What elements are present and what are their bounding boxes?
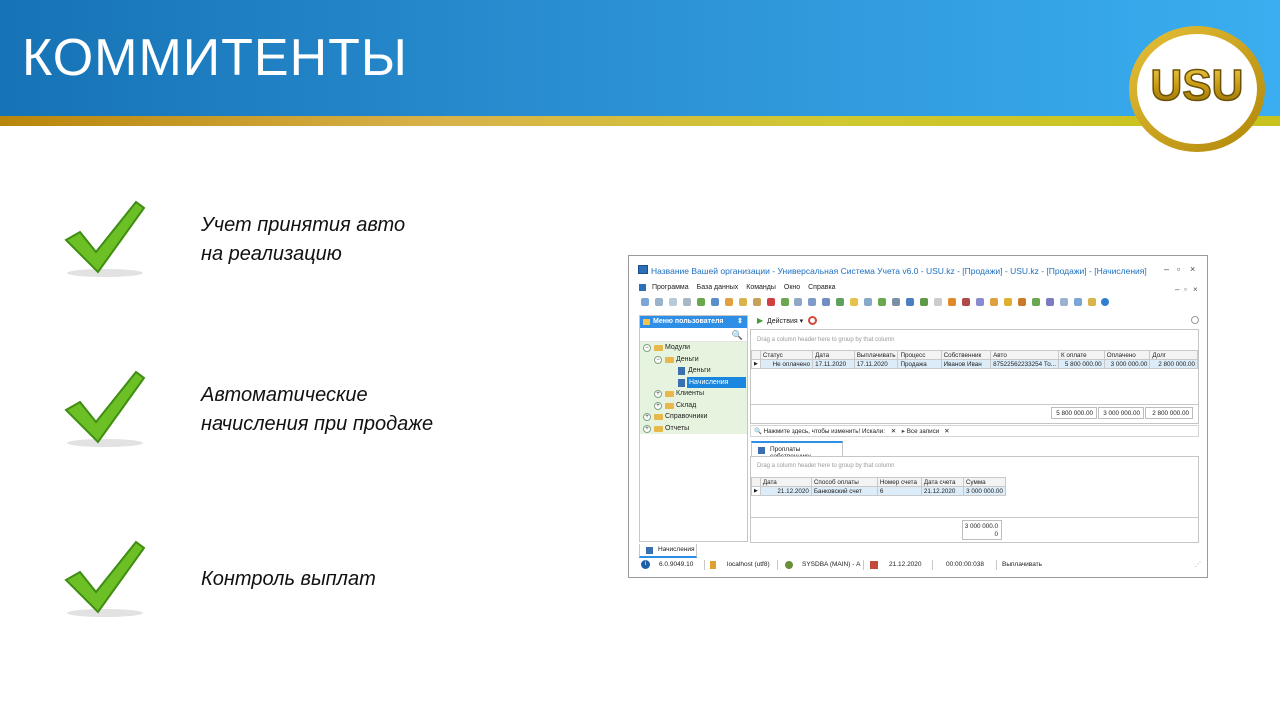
table-header-row (752, 478, 1006, 487)
user-menu-panel (639, 315, 748, 542)
toolbar-icon[interactable] (781, 298, 789, 306)
info-icon: i (641, 560, 650, 569)
accruals-table (751, 350, 1198, 369)
col-status[interactable]: Статус (760, 351, 812, 360)
totals-row (751, 404, 1198, 418)
toolbar-icon[interactable] (1018, 298, 1026, 306)
panel-settings-icon[interactable] (1191, 316, 1199, 324)
collapse-icon[interactable]: − (654, 356, 662, 364)
toolbar-icon[interactable] (836, 298, 844, 306)
table-row[interactable]: ▶ 21.12.2020 Банковский счет 6 21.12.2020 3 000 000.00 (752, 487, 1006, 496)
refresh-icon[interactable] (808, 316, 817, 325)
col-process[interactable]: Процесс (898, 351, 941, 360)
logo-text: USU (1150, 61, 1244, 110)
folder-icon (665, 357, 674, 363)
pin-icon[interactable]: ⇕ (737, 318, 743, 325)
toolbar-icon[interactable] (1004, 298, 1012, 306)
toolbar-icon[interactable] (711, 298, 719, 306)
header-stripe (0, 116, 1280, 126)
app-icon (638, 265, 648, 274)
toolbar-icon[interactable] (1032, 298, 1040, 306)
col-pay[interactable]: Выплачивать (854, 351, 898, 360)
play-icon: ▶ (757, 316, 764, 325)
menu-help[interactable]: Справка (808, 284, 836, 292)
resize-grip-icon[interactable]: ⋰ (1195, 562, 1201, 568)
menu-window[interactable]: Окно (783, 284, 801, 292)
expand-icon[interactable]: + (643, 425, 651, 433)
group-by-hint: Drag a column header here to group by that column (757, 463, 895, 469)
bullet-2-text: Автоматические начисления при продаже (201, 384, 434, 435)
toolbar-icon[interactable] (1088, 298, 1096, 306)
clear-filter-icon[interactable]: ✕ (890, 428, 897, 435)
col-debt[interactable]: Долг (1150, 351, 1198, 360)
toolbar-icon[interactable] (1046, 298, 1054, 306)
minimize-button[interactable]: – (1164, 264, 1170, 274)
document-icon (678, 379, 685, 387)
folder-icon (643, 319, 650, 325)
total-to-pay: 5 800 000.00 (1051, 407, 1097, 419)
search-icon[interactable]: 🔍 (731, 330, 743, 340)
checkmark-icon (60, 540, 150, 620)
toolbar-icon[interactable] (892, 298, 900, 306)
actions-bar (750, 315, 1199, 328)
main-toolbar (641, 298, 1181, 310)
accruals-grid (750, 329, 1199, 424)
expand-icon[interactable]: + (654, 390, 662, 398)
folder-icon (654, 426, 663, 432)
col-paid[interactable]: Оплачено (1104, 351, 1150, 360)
status-user: SYSDBA (MAIN) - А (802, 561, 861, 568)
toolbar-icon[interactable] (655, 298, 663, 306)
status-version: 6.0.9049.10 (659, 561, 694, 568)
toolbar-icon[interactable] (794, 298, 802, 306)
status-server: localhost (utf8) (727, 561, 770, 568)
menu-program[interactable]: Программа (651, 284, 689, 292)
toolbar-icon[interactable] (962, 298, 970, 306)
toolbar-icon[interactable] (753, 298, 761, 306)
toolbar-icon[interactable] (1060, 298, 1068, 306)
user-menu-header: Меню пользователя ⇕ (640, 316, 747, 328)
document-icon (758, 447, 765, 454)
database-icon (710, 561, 716, 569)
col-auto[interactable]: Авто (991, 351, 1059, 360)
menu-bar (639, 284, 842, 296)
toolbar-icon[interactable] (906, 298, 914, 306)
mdi-close-button[interactable]: × (1193, 285, 1198, 294)
mdi-minimize-button[interactable]: – (1175, 285, 1180, 294)
mdi-restore-button[interactable]: ▫ (1184, 285, 1187, 294)
maximize-button[interactable]: ▫ (1177, 264, 1181, 274)
status-bar (639, 559, 1205, 571)
toolbar-icon[interactable] (767, 298, 775, 306)
expand-icon[interactable]: + (654, 402, 662, 410)
col-date[interactable]: Дата (813, 351, 855, 360)
search-icon: 🔍 (754, 428, 762, 435)
toolbar-icon[interactable] (697, 298, 705, 306)
tree-item-clients[interactable]: + Клиенты (640, 388, 747, 400)
folder-icon (654, 414, 663, 420)
toolbar-icon[interactable] (920, 298, 928, 306)
toolbar-icon[interactable] (878, 298, 886, 306)
table-header-row (752, 351, 1198, 360)
actions-button[interactable]: Действия ▾ (767, 318, 804, 325)
user-icon (785, 561, 793, 569)
tree-item-accruals[interactable]: Начисления (640, 377, 747, 389)
toolbar-icon[interactable] (739, 298, 747, 306)
bullet-1-text: Учет принятия авто на реализацию (201, 214, 406, 265)
window-titlebar (629, 256, 1207, 283)
total-debt: 2 800 000.00 (1145, 407, 1193, 419)
toolbar-icon[interactable] (990, 298, 998, 306)
chevron-right-icon: ▸ (901, 428, 905, 435)
folder-icon (665, 403, 674, 409)
folder-icon (665, 391, 674, 397)
usu-logo (1127, 25, 1267, 155)
bullet-3-text: Контроль выплат (201, 568, 376, 590)
total-amount: 3 000 000.0 0 (962, 520, 1002, 540)
checkmark-icon (60, 200, 150, 280)
tab-accruals[interactable]: Начисления (639, 544, 697, 558)
col-to-pay[interactable]: К оплате (1059, 351, 1105, 360)
col-pay-method[interactable]: Способ оплаты (811, 478, 877, 487)
menu-search[interactable] (640, 328, 747, 342)
tree-item-money[interactable]: − Деньги (640, 354, 747, 366)
col-owner[interactable]: Собственник (941, 351, 991, 360)
col-invoice-number[interactable]: Номер счета (877, 478, 921, 487)
menu-database[interactable]: База данных (696, 284, 739, 292)
window-title: Название Вашей организации - Универсальная Система Учета v6.0 - USU.kz - [Продажи] - USU.kz - [Продажи] - [Начисления] (651, 266, 1147, 276)
payments-table (751, 477, 1006, 496)
toolbar-icon[interactable] (725, 298, 733, 306)
row-indicator-icon: ▶ (752, 360, 761, 369)
checkmark-icon (60, 370, 150, 450)
tree-item-references[interactable]: + Справочники (640, 411, 747, 423)
toolbar-icon[interactable] (1074, 298, 1082, 306)
row-indicator-icon: ▶ (752, 487, 761, 496)
toolbar-icon[interactable] (948, 298, 956, 306)
status-date: 21.12.2020 (889, 561, 922, 568)
toolbar-icon[interactable] (864, 298, 872, 306)
menu-app-icon (639, 284, 646, 291)
tab-owner-payments[interactable]: Проплаты (751, 441, 843, 456)
document-icon (646, 547, 653, 554)
status-timer: 00:00:00:038 (946, 561, 984, 568)
toolbar-icon[interactable] (669, 298, 677, 306)
toolbar-icon[interactable] (934, 298, 942, 306)
group-by-hint: Drag a column header here to group by that column (757, 337, 895, 343)
folder-icon (654, 345, 663, 351)
toolbar-icon[interactable] (822, 298, 830, 306)
toolbar-icon[interactable] (808, 298, 816, 306)
owner-payments-grid (750, 456, 1199, 543)
filter-hint[interactable]: Нажмите здесь, чтобы изменить! Искали: (763, 428, 886, 435)
info-icon[interactable] (1101, 298, 1109, 306)
col-date[interactable]: Дата (760, 478, 811, 487)
col-invoice-date[interactable]: Дата счета (921, 478, 963, 487)
toolbar-icon[interactable] (641, 298, 649, 306)
col-amount[interactable]: Сумма (963, 478, 1005, 487)
total-paid: 3 000 000.00 (1098, 407, 1144, 419)
all-records-label[interactable]: Все записи (906, 428, 940, 435)
filter-bar[interactable] (750, 425, 1199, 437)
close-all-records-icon[interactable]: ✕ (944, 428, 950, 435)
tree-item-modules[interactable]: − Модули (640, 342, 747, 354)
expand-icon[interactable]: + (643, 413, 651, 421)
close-button[interactable]: × (1190, 264, 1196, 274)
status-field: Выплачивать (1002, 561, 1043, 568)
table-row[interactable]: ▶ Не оплачено 17.11.2020 17.11.2020 Продажа Иванов Иван 87522562233254 То... 5 800 000.00 3 000 000.00 2 800 000.00 (752, 360, 1198, 369)
menu-commands[interactable]: Команды (746, 284, 776, 292)
toolbar-icon[interactable] (976, 298, 984, 306)
slide-title: КОММИТЕНТЫ (22, 29, 408, 87)
tree-item-warehouse[interactable]: + Склад (640, 400, 747, 412)
collapse-icon[interactable]: − (643, 344, 651, 352)
totals-row (751, 517, 1198, 538)
main-panel (750, 315, 1199, 543)
calendar-icon (870, 561, 878, 569)
toolbar-icon[interactable] (850, 298, 858, 306)
tree-item-reports[interactable]: + Отчеты (640, 423, 747, 435)
app-window (628, 255, 1208, 578)
tree-item-money-doc[interactable]: Деньги (640, 365, 747, 377)
document-icon (678, 367, 685, 375)
toolbar-icon[interactable] (683, 298, 691, 306)
